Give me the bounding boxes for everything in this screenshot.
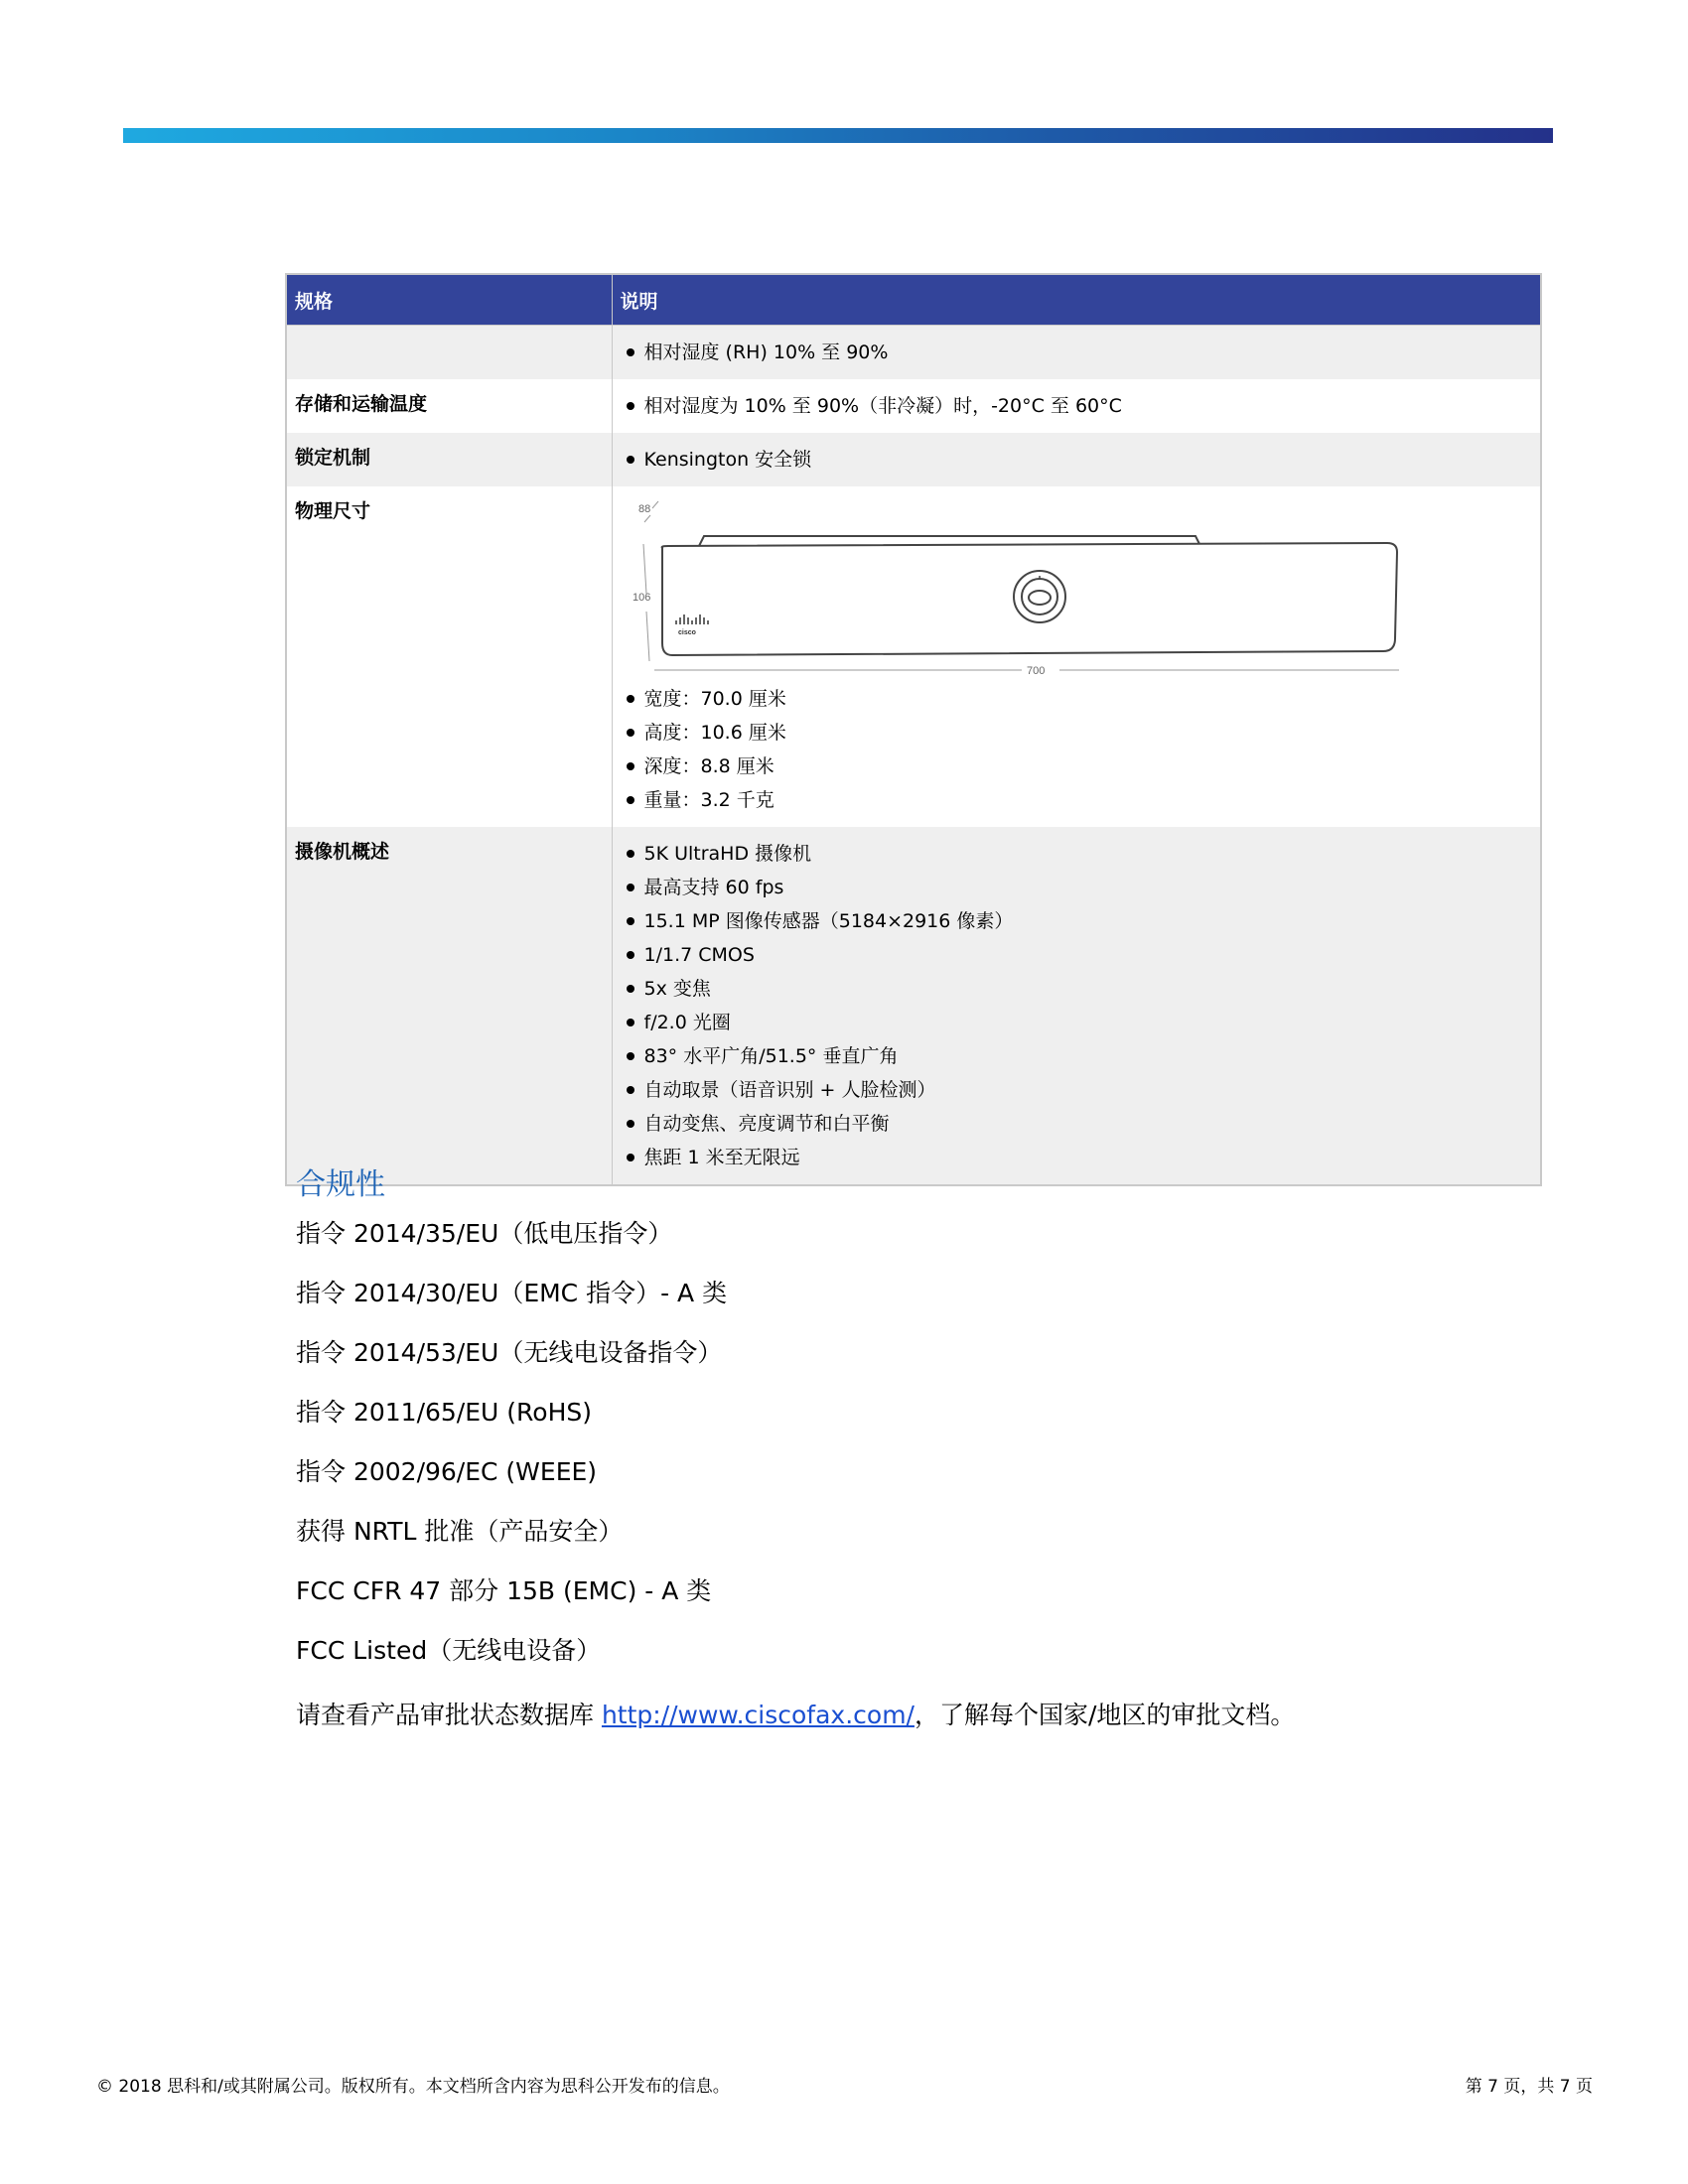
depth-label: 88 [637, 503, 650, 515]
device-dimension-figure [625, 494, 1419, 678]
width-label: 700 [1026, 665, 1045, 677]
table-header-row [286, 274, 1541, 326]
compliance-item: FCC CFR 47 部分 15B (EMC) - A 类 [296, 1576, 712, 1605]
header-spec: 规格 [286, 274, 612, 326]
list-item: 焦距 1 米至无限远 [621, 1141, 1533, 1174]
row-description [612, 433, 1541, 486]
row-description [612, 486, 1541, 827]
compliance-item: 指令 2014/30/EU（EMC 指令）- A 类 [296, 1279, 728, 1307]
list-item: 5K UltraHD 摄像机 [621, 837, 1533, 871]
list-item: 深度：8.8 厘米 [621, 750, 1533, 783]
row-label [286, 326, 612, 380]
table-row [286, 433, 1541, 486]
list-item: 高度：10.6 厘米 [621, 716, 1533, 750]
list-item: 最高支持 60 fps [621, 871, 1533, 904]
compliance-item: 指令 2011/65/EU (RoHS) [296, 1398, 592, 1427]
list-item: 5x 变焦 [621, 972, 1533, 1006]
header-accent-bar [123, 128, 1553, 143]
compliance-item: 指令 2014/35/EU（低电压指令） [296, 1219, 673, 1248]
list-item: 宽度：70.0 厘米 [621, 682, 1533, 716]
table-row [286, 379, 1541, 433]
table-row [286, 486, 1541, 827]
footer-copyright: © 2018 思科和/或其附属公司。版权所有。本文档所含内容为思科公开发布的信息。 [96, 2077, 730, 2097]
list-item: 自动变焦、亮度调节和白平衡 [621, 1107, 1533, 1141]
row-label: 物理尺寸 [286, 486, 612, 827]
row-label: 摄像机概述 [286, 827, 612, 1185]
approval-prefix: 请查看产品审批状态数据库 [296, 1701, 602, 1729]
list-item: f/2.0 光圈 [621, 1006, 1533, 1039]
table-row [286, 827, 1541, 1185]
row-label: 存储和运输温度 [286, 379, 612, 433]
compliance-item: 指令 2002/96/EC (WEEE) [296, 1457, 598, 1486]
list-item: 自动取景（语音识别 + 人脸检测） [621, 1073, 1533, 1107]
table-row [286, 326, 1541, 380]
spec-table [285, 273, 1542, 1186]
list-item: 相对湿度为 10% 至 90%（非冷凝）时，-20°C 至 60°C [621, 389, 1533, 423]
row-description [612, 379, 1541, 433]
list-item: 相对湿度 (RH) 10% 至 90% [621, 336, 1533, 369]
list-item: 重量：3.2 千克 [621, 783, 1533, 817]
list-item: 1/1.7 CMOS [621, 938, 1533, 972]
height-label: 106 [632, 592, 650, 604]
ciscofax-link[interactable]: http://www.ciscofax.com/ [601, 1701, 914, 1729]
row-description [612, 326, 1541, 380]
footer-page-number: 第 7 页，共 7 页 [1465, 2077, 1593, 2097]
row-description [612, 827, 1541, 1185]
list-item: 83° 水平广角/51.5° 垂直广角 [621, 1039, 1533, 1073]
compliance-heading: 合规性 [296, 1167, 385, 1202]
approval-note [296, 1696, 1295, 1731]
compliance-list [296, 1219, 727, 1696]
compliance-item: 获得 NRTL 批准（产品安全） [296, 1517, 624, 1546]
list-item: Kensington 安全锁 [621, 443, 1533, 477]
header-description: 说明 [612, 274, 1541, 326]
row-label: 锁定机制 [286, 433, 612, 486]
compliance-item: 指令 2014/53/EU（无线电设备指令） [296, 1338, 723, 1367]
logo-text: cisco [677, 629, 696, 636]
compliance-item: FCC Listed（无线电设备） [296, 1636, 602, 1665]
approval-suffix: ，了解每个国家/地区的审批文档。 [914, 1701, 1296, 1729]
list-item: 15.1 MP 图像传感器（5184×2916 像素） [621, 904, 1533, 938]
